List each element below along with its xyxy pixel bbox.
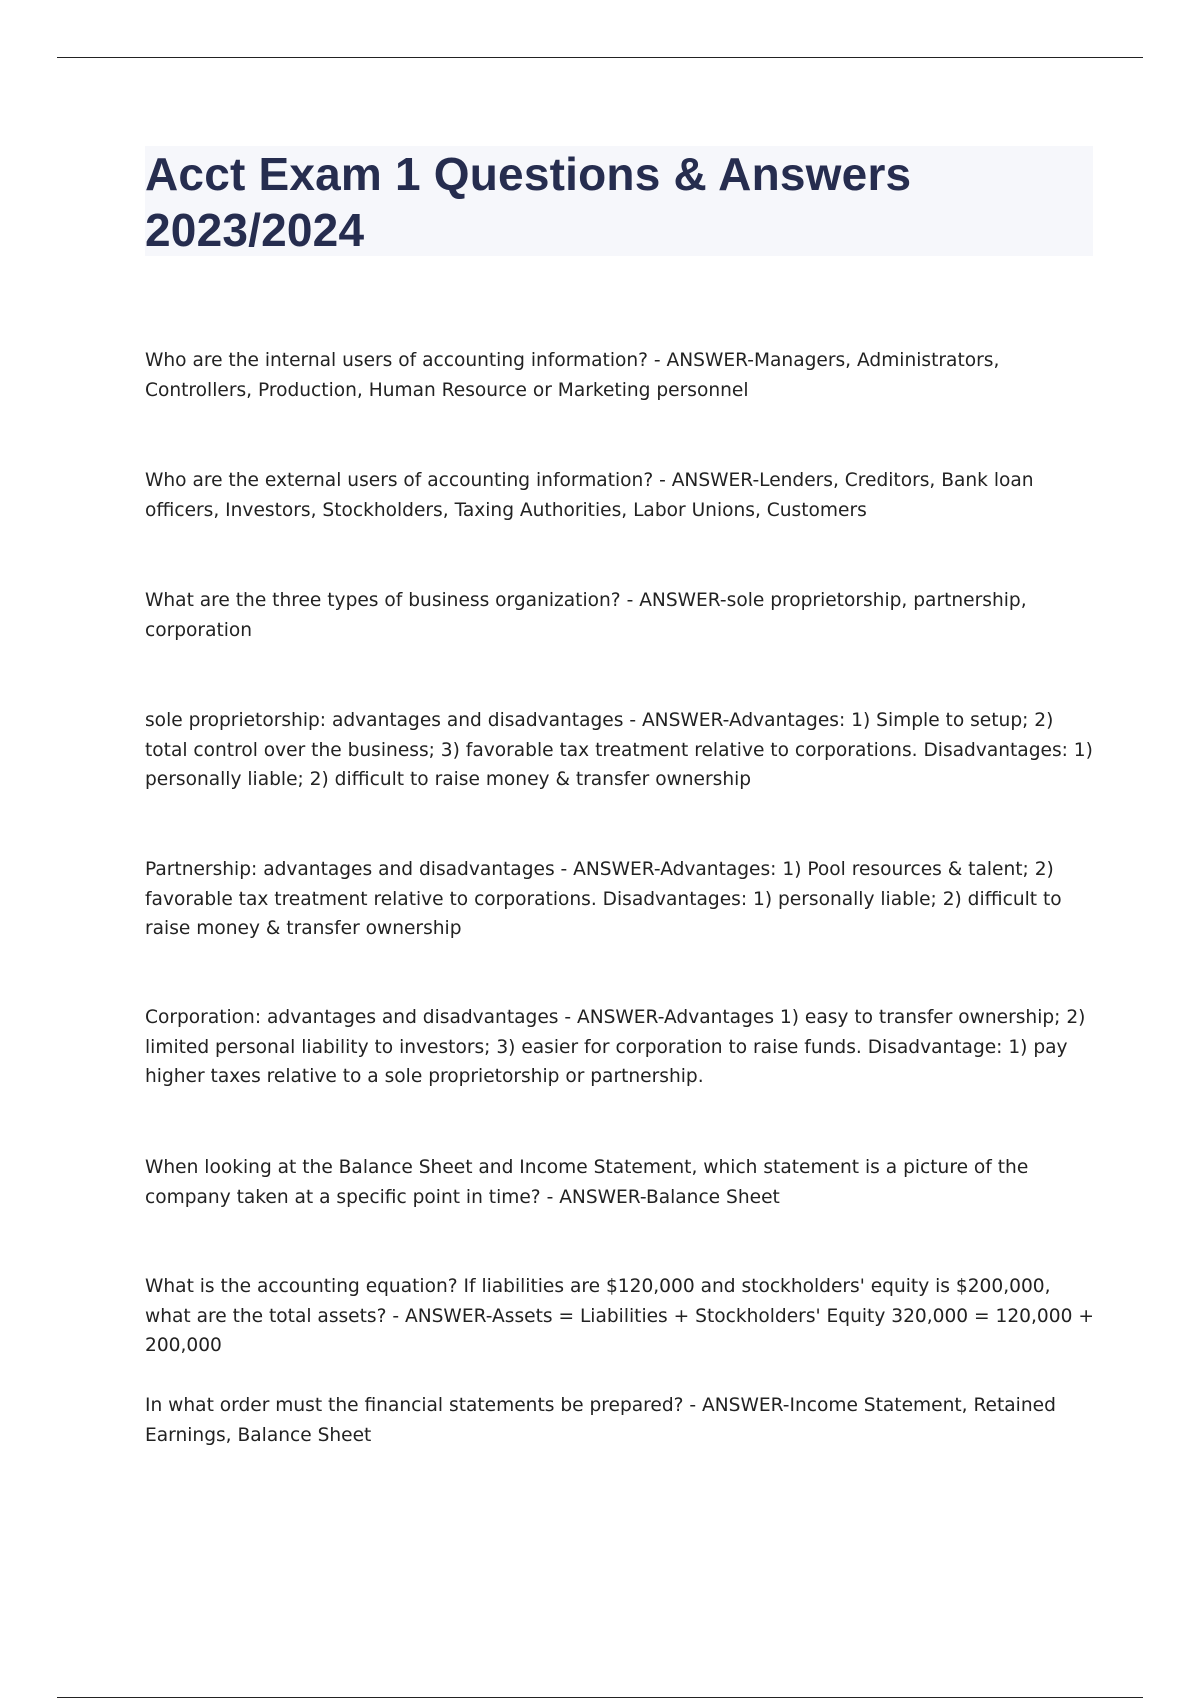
qa-item-statement-order: In what order must the financial statements be prepared? - ANSWER-Income Statement, Retained Earnings, Balance Sheet bbox=[145, 1395, 1056, 1446]
qa-item-business-types: What are the three types of business organization? - ANSWER-sole proprietorship, partnership, corporation bbox=[145, 590, 1027, 641]
qa-item-partnership: Partnership: advantages and disadvantages - ANSWER-Advantages: 1) Pool resources & talent; 2) favorable tax treatment relative to corporations. Disadvantages: 1) personally liable; 2) difficult to raise money & transfer ownership bbox=[145, 859, 1062, 939]
title-block bbox=[145, 146, 1093, 256]
qa-item-external-users: Who are the external users of accounting information? - ANSWER-Lenders, Creditors, Bank loan officers, Investors, Stockholders, Taxing Authorities, Labor Unions, Customers bbox=[145, 470, 1034, 521]
document-title: Acct Exam 1 Questions & Answers 2023/2024 bbox=[145, 148, 912, 256]
qa-item-balance-sheet: When looking at the Balance Sheet and Income Statement, which statement is a picture of the company taken at a specific point in time? - ANSWER-Balance Sheet bbox=[145, 1157, 1029, 1208]
bottom-rule bbox=[57, 1697, 1143, 1698]
qa-item-accounting-equation: What is the accounting equation? If liabilities are $120,000 and stockholders' equity is $200,000, what are the total assets? - ANSWER-Assets = Liabilities + Stockholders' Equity 320,000 = 120,000 + 200,000 bbox=[145, 1276, 1094, 1356]
qa-item-sole-proprietorship: sole proprietorship: advantages and disadvantages - ANSWER-Advantages: 1) Simple to setup; 2) total control over the business; 3) favorable tax treatment relative to corporations. Disadvantages: 1) personally liable; 2) difficult to raise money & transfer ownership bbox=[145, 710, 1093, 790]
qa-list bbox=[145, 346, 1095, 1446]
top-rule bbox=[57, 57, 1143, 58]
qa-item-corporation: Corporation: advantages and disadvantages - ANSWER-Advantages 1) easy to transfer ownership; 2) limited personal liability to investors; 3) easier for corporation to raise funds. Disadvantage: 1) pay higher taxes relative to a sole proprietorship or partnership. bbox=[145, 1007, 1086, 1087]
qa-item-internal-users: Who are the internal users of accounting information? - ANSWER-Managers, Administrators, Controllers, Production, Human Resource or Marketing personnel bbox=[145, 350, 1000, 401]
